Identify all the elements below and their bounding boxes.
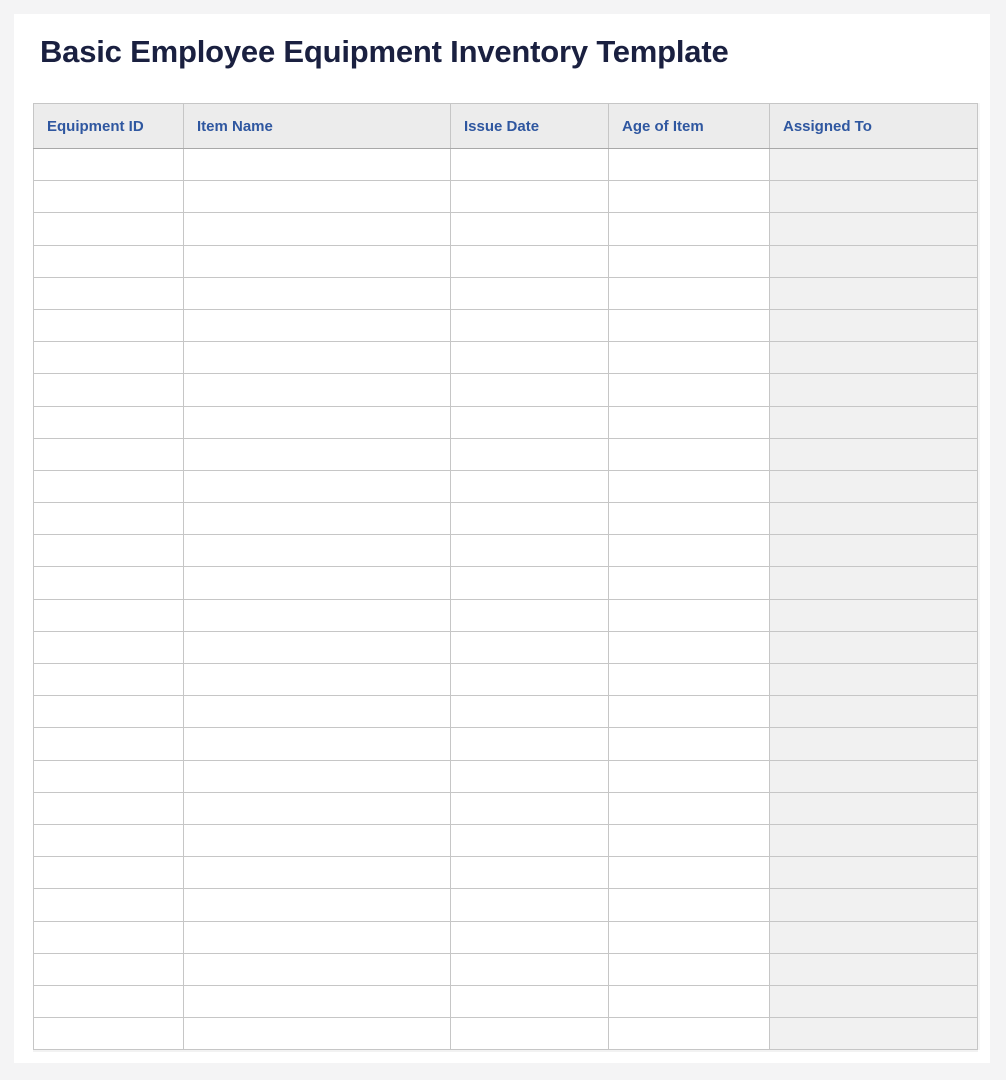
table-row [34, 1018, 978, 1050]
empty-cell [34, 953, 184, 985]
empty-cell [451, 824, 609, 856]
table-row [34, 503, 978, 535]
empty-cell [184, 599, 451, 631]
table-row [34, 664, 978, 696]
inventory-table [33, 103, 978, 1050]
empty-cell [609, 760, 770, 792]
empty-cell [34, 792, 184, 824]
empty-cell [34, 181, 184, 213]
empty-cell [451, 149, 609, 181]
empty-cell [184, 149, 451, 181]
empty-cell [451, 374, 609, 406]
empty-cell [184, 245, 451, 277]
header-row [34, 104, 978, 149]
empty-cell [184, 535, 451, 567]
empty-cell [770, 824, 978, 856]
empty-cell [770, 535, 978, 567]
empty-cell [184, 1018, 451, 1050]
empty-cell [770, 1018, 978, 1050]
empty-cell [451, 696, 609, 728]
empty-cell [609, 985, 770, 1017]
empty-cell [451, 277, 609, 309]
empty-cell [184, 181, 451, 213]
column-header-assigned-to: Assigned To [770, 104, 978, 149]
empty-cell [34, 213, 184, 245]
empty-cell [609, 1018, 770, 1050]
empty-cell [609, 857, 770, 889]
empty-cell [184, 631, 451, 663]
table-row [34, 889, 978, 921]
empty-cell [184, 792, 451, 824]
empty-cell [184, 921, 451, 953]
empty-cell [184, 953, 451, 985]
empty-cell [184, 213, 451, 245]
empty-cell [184, 503, 451, 535]
empty-cell [609, 277, 770, 309]
empty-cell [34, 664, 184, 696]
empty-cell [770, 664, 978, 696]
empty-cell [184, 889, 451, 921]
empty-cell [451, 599, 609, 631]
empty-cell [770, 149, 978, 181]
empty-cell [184, 470, 451, 502]
empty-cell [451, 342, 609, 374]
table-row [34, 181, 978, 213]
empty-cell [770, 953, 978, 985]
empty-cell [451, 664, 609, 696]
empty-cell [609, 567, 770, 599]
table-row [34, 309, 978, 341]
empty-cell [609, 889, 770, 921]
empty-cell [609, 245, 770, 277]
empty-cell [34, 985, 184, 1017]
table-row [34, 696, 978, 728]
empty-cell [609, 406, 770, 438]
table-row [34, 470, 978, 502]
empty-cell [770, 889, 978, 921]
empty-cell [770, 857, 978, 889]
empty-cell [34, 696, 184, 728]
empty-cell [451, 503, 609, 535]
column-header-issue-date: Issue Date [451, 104, 609, 149]
empty-cell [184, 374, 451, 406]
empty-cell [451, 406, 609, 438]
empty-cell [609, 181, 770, 213]
empty-cell [609, 438, 770, 470]
empty-cell [609, 921, 770, 953]
empty-cell [770, 567, 978, 599]
empty-cell [770, 438, 978, 470]
table-row [34, 985, 978, 1017]
empty-cell [770, 503, 978, 535]
empty-cell [770, 406, 978, 438]
table-row [34, 760, 978, 792]
empty-cell [34, 760, 184, 792]
empty-cell [34, 245, 184, 277]
empty-cell [34, 503, 184, 535]
column-header-age-of-item: Age of Item [609, 104, 770, 149]
empty-cell [770, 342, 978, 374]
empty-cell [770, 470, 978, 502]
empty-cell [34, 824, 184, 856]
empty-cell [451, 792, 609, 824]
empty-cell [184, 309, 451, 341]
table-row [34, 342, 978, 374]
empty-cell [451, 857, 609, 889]
table-row [34, 824, 978, 856]
empty-cell [770, 696, 978, 728]
empty-cell [451, 953, 609, 985]
empty-cell [609, 631, 770, 663]
empty-cell [34, 567, 184, 599]
table-row [34, 953, 978, 985]
empty-cell [184, 696, 451, 728]
table-row [34, 213, 978, 245]
empty-cell [34, 277, 184, 309]
empty-cell [34, 857, 184, 889]
table-row [34, 374, 978, 406]
empty-cell [451, 921, 609, 953]
empty-cell [184, 277, 451, 309]
empty-cell [34, 728, 184, 760]
empty-cell [34, 406, 184, 438]
empty-cell [770, 245, 978, 277]
empty-cell [451, 985, 609, 1017]
empty-cell [770, 213, 978, 245]
column-header-equipment-id: Equipment ID [34, 104, 184, 149]
empty-cell [34, 889, 184, 921]
empty-cell [770, 374, 978, 406]
empty-cell [451, 181, 609, 213]
empty-cell [34, 921, 184, 953]
empty-cell [34, 149, 184, 181]
empty-cell [34, 599, 184, 631]
page-title: Basic Employee Equipment Inventory Template [40, 34, 729, 69]
empty-cell [184, 760, 451, 792]
empty-cell [451, 535, 609, 567]
empty-cell [451, 309, 609, 341]
empty-cell [184, 664, 451, 696]
empty-cell [34, 374, 184, 406]
empty-cell [770, 309, 978, 341]
table-row [34, 631, 978, 663]
empty-cell [184, 857, 451, 889]
empty-cell [770, 277, 978, 309]
table-row [34, 438, 978, 470]
empty-cell [34, 1018, 184, 1050]
table-row [34, 149, 978, 181]
empty-cell [609, 728, 770, 760]
empty-cell [609, 213, 770, 245]
page-card [14, 14, 990, 1063]
empty-cell [609, 696, 770, 728]
table-row [34, 599, 978, 631]
empty-cell [609, 599, 770, 631]
empty-cell [609, 535, 770, 567]
column-header-item-name: Item Name [184, 104, 451, 149]
table-row [34, 567, 978, 599]
empty-cell [451, 567, 609, 599]
empty-cell [770, 181, 978, 213]
empty-cell [34, 438, 184, 470]
table-row [34, 406, 978, 438]
empty-cell [770, 760, 978, 792]
empty-cell [609, 953, 770, 985]
table-row [34, 792, 978, 824]
empty-cell [609, 792, 770, 824]
table-row [34, 245, 978, 277]
table-row [34, 277, 978, 309]
empty-cell [451, 760, 609, 792]
empty-cell [184, 824, 451, 856]
empty-cell [34, 470, 184, 502]
empty-cell [451, 1018, 609, 1050]
empty-cell [609, 470, 770, 502]
table-row [34, 857, 978, 889]
empty-cell [184, 567, 451, 599]
empty-cell [609, 374, 770, 406]
empty-cell [451, 245, 609, 277]
empty-cell [451, 728, 609, 760]
empty-cell [451, 470, 609, 502]
empty-cell [184, 406, 451, 438]
empty-cell [184, 438, 451, 470]
empty-cell [34, 631, 184, 663]
empty-cell [451, 438, 609, 470]
table-row [34, 728, 978, 760]
empty-cell [184, 728, 451, 760]
empty-cell [609, 149, 770, 181]
empty-cell [770, 792, 978, 824]
empty-cell [609, 824, 770, 856]
empty-cell [770, 921, 978, 953]
table-row [34, 535, 978, 567]
table-row [34, 921, 978, 953]
empty-cell [451, 213, 609, 245]
empty-cell [609, 342, 770, 374]
empty-cell [609, 503, 770, 535]
empty-cell [184, 985, 451, 1017]
table-body [34, 149, 978, 1050]
empty-cell [609, 309, 770, 341]
empty-cell [451, 889, 609, 921]
empty-cell [184, 342, 451, 374]
empty-cell [770, 985, 978, 1017]
empty-cell [609, 664, 770, 696]
empty-cell [451, 631, 609, 663]
empty-cell [34, 342, 184, 374]
empty-cell [34, 535, 184, 567]
empty-cell [770, 631, 978, 663]
empty-cell [34, 309, 184, 341]
empty-cell [770, 599, 978, 631]
empty-cell [770, 728, 978, 760]
